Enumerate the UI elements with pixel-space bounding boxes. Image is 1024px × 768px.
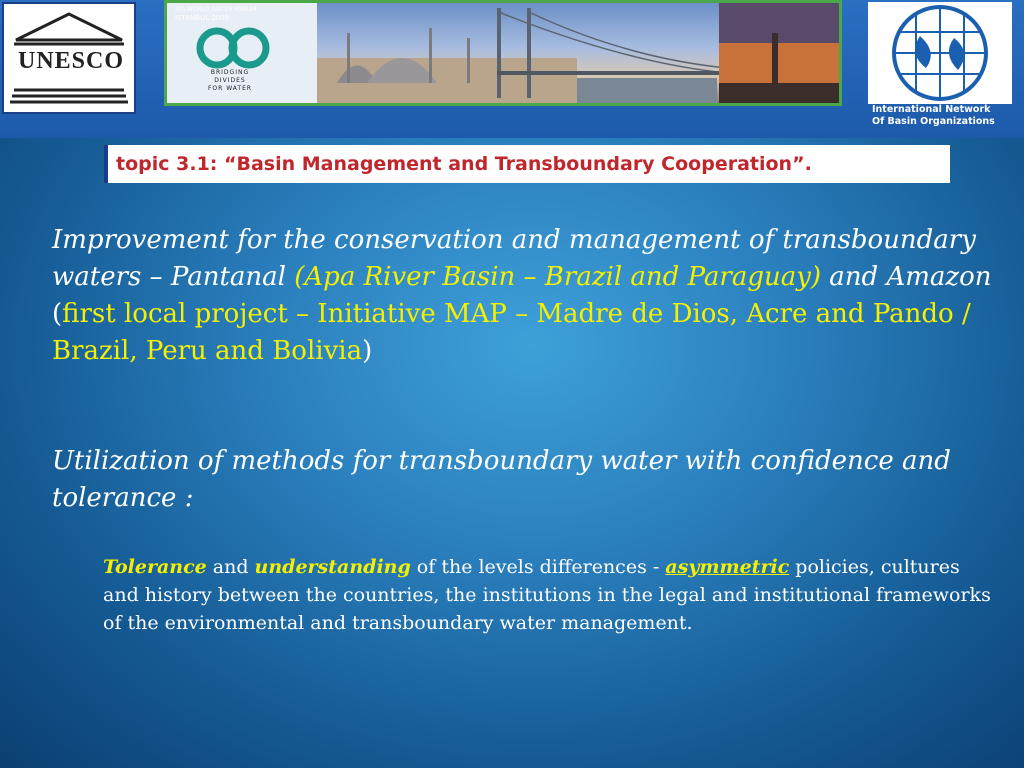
para1-text-c: and Amazon [821,262,992,292]
unesco-logo-text: UNESCO [18,48,125,74]
paragraph-tolerance [103,553,993,637]
para3-asymmetric: asymmetric [665,556,790,578]
header-bar [0,0,1024,138]
forum-line-2: ISTANBUL 2009 [175,14,230,22]
inbo-caption-line-2: Of Basin Organizations [872,116,995,127]
topic-title: topic 3.1: “Basin Management and Transboundary Cooperation”. [104,145,950,183]
paragraph-improvement [52,222,992,370]
inbo-caption-line-1: International Network [872,104,991,115]
bridging-divides-text [195,69,265,93]
inbo-logo [868,2,1012,104]
bridging-line-2: DIVIDES [214,77,246,84]
bridging-line-3: FOR WATER [207,85,253,92]
para3-rest: policies, cultures and history between the countries, the institutions in the legal and institutional frameworks of the environmental and transboundary water management. [103,556,991,634]
paragraph-utilization: Utilization of methods for transboundary water with confidence and tolerance : [52,446,951,513]
para1-text-d: ( [52,299,63,329]
para1-text-f: ) [362,336,373,366]
para1-text-e: first local project – Initiative MAP – Madre de Dios, Acre and Pando / Brazil, Peru and Bolivia [52,299,971,366]
forum-line-1: 5th WORLD WATER FORUM [175,6,257,13]
forum-title [175,5,285,23]
world-water-forum-banner [164,0,842,106]
para3-understanding: understanding [254,556,411,578]
para3-tolerance: Tolerance [103,556,207,578]
para3-and: and [206,556,255,578]
unesco-logo [2,2,136,114]
inbo-caption [872,104,1022,128]
para1-text-a: Improvement for the conservation and management of transboundary waters – Pantanal [52,225,976,292]
bridging-line-1: BRIDGING [210,69,250,76]
para1-text-b: (Apa River Basin – Brazil and Paraguay) [294,262,822,292]
inbo-globe-icon [868,2,1012,104]
para3-mid: of the levels differences - [410,556,666,578]
